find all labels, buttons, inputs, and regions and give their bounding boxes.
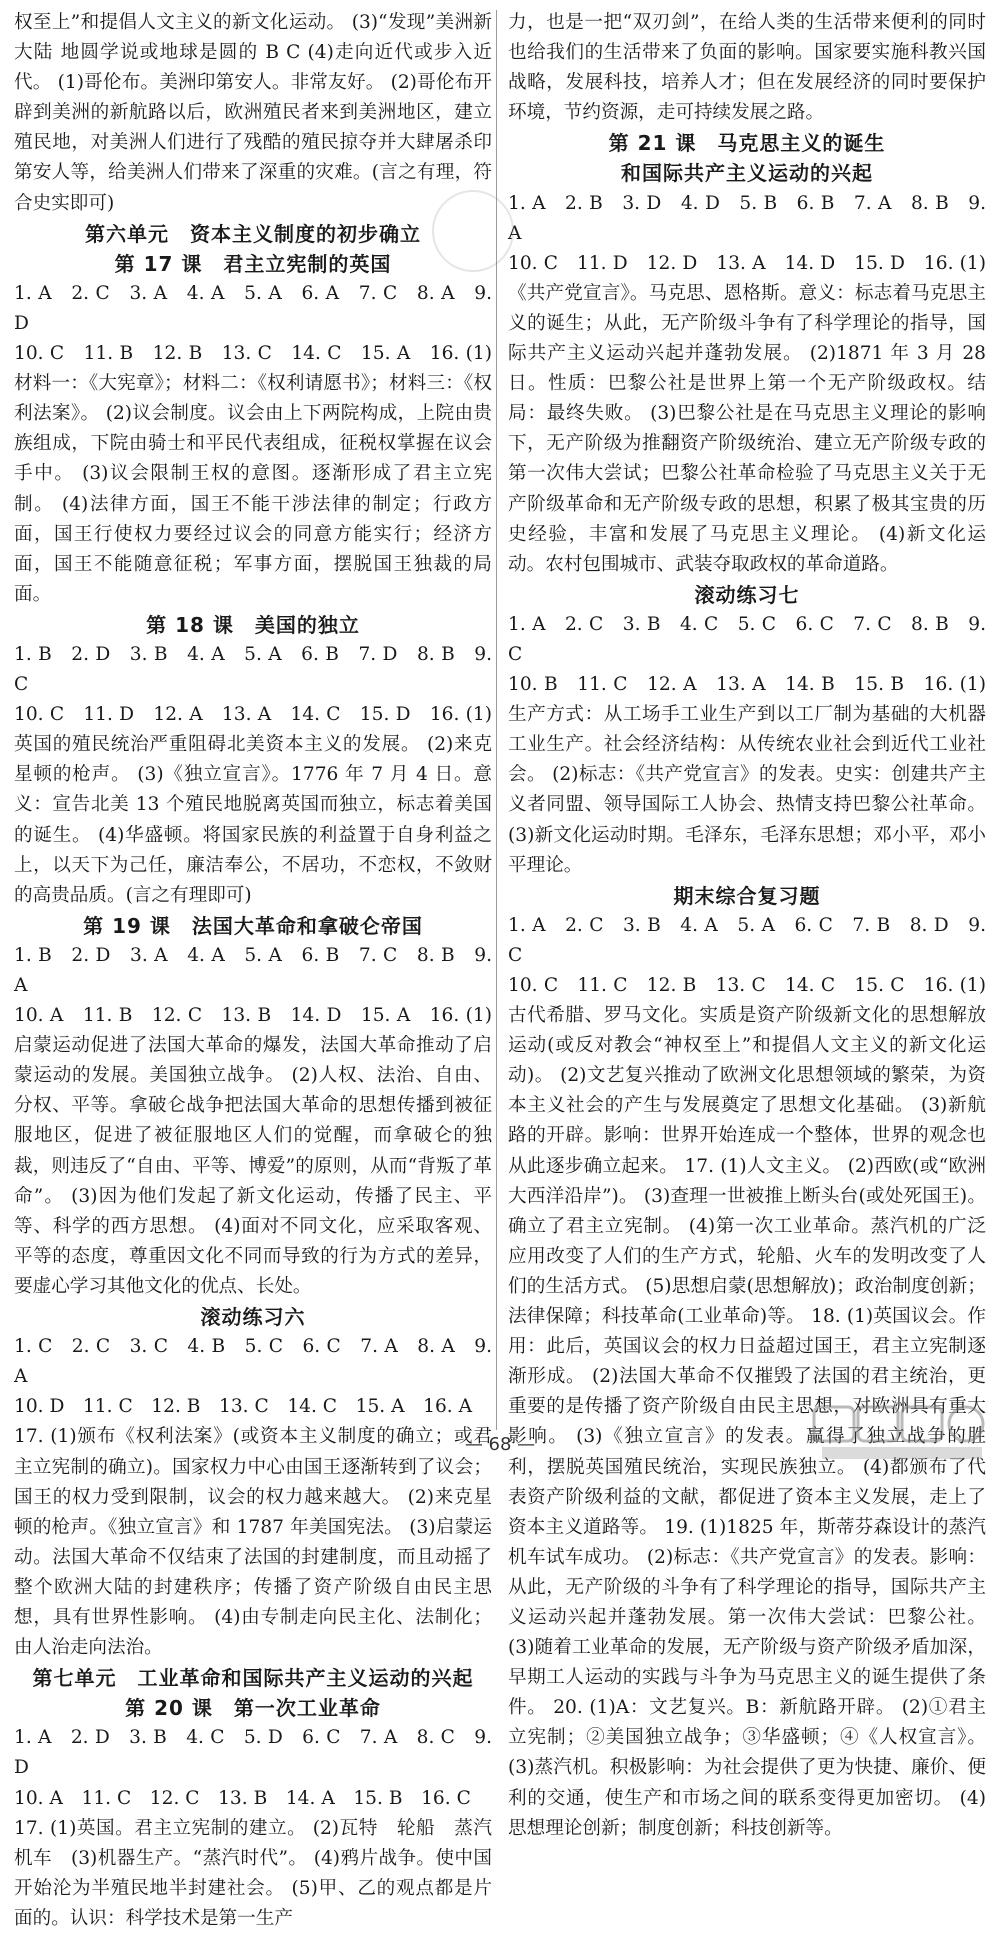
answer-paragraph: 权至上”和提倡人文主义的新文化运动。 (3)“发现”美洲新大陆 地圆学说或地球是圆的 B C (4)走向近代或步入近代。 (1)哥伦布。美洲印第安人。非常友好。 (2)哥伦布开辟到美洲的新航路以后，欧洲殖民者来到美洲地区，建立殖民地，对美洲人们进行了残酷的殖民掠夺并大肆屠杀印第安人等，给美洲人们带来了深重的灾难。(言之有理，符合史实即可) [14, 12, 492, 214]
answer-paragraph: 1. C 2. C 3. C 4. B 5. C 6. C 7. A 8. A 9. A [14, 1336, 492, 1388]
left-column [14, 8, 492, 1934]
section-heading: 第 20 课 第一次工业革命 [125, 1696, 381, 1721]
answer-paragraph: 10. A 11. B 12. C 13. B 14. D 15. A 16. (1)启蒙运动促进了法国大革命的爆发，法国大革命推动了启蒙运动的发展。美国独立战争。 (2)人权、法治、自由、分权、平等。拿破仑战争把法国大革命的思想传播到被征服地区，促进了被征服地区人们的觉醒，而拿破仑的独裁，则违反了“自由、平等、博爱”的原则，从而“背叛了革命”。 (3)因为他们发起了新文化运动，传播了民主、平等、科学的西方思想。 (4)面对不同文化，应采取客观、平等的态度，尊重因文化不同而导致的行为方式的差异，要虚心学习其他文化的优点、长处。 [14, 1005, 492, 1297]
right-column [508, 8, 986, 1844]
answer-paragraph: 1. A 2. C 3. B 4. A 5. A 6. C 7. B 8. D 9. C [508, 914, 986, 966]
answer-paragraph: 10. C 11. D 12. A 13. A 14. C 15. D 16. (1)英国的殖民统治严重阻碍北美资本主义的发展。 (2)来克星顿的枪声。 (3)《独立宣言》。1776 年 7 月 4 日。意义：宣告北美 13 个殖民地脱离英国而独立，标志着美国的诞生。 (4)华盛顿。将国家民族的利益置于自身利益之上，以天下为己任，廉洁奉公，不居功，不恋权，不敛财的高贵品质。(言之有理即可) [14, 704, 492, 906]
answer-paragraph: 1. B 2. D 3. A 4. A 5. A 6. B 7. C 8. B 9. A [14, 944, 492, 996]
answer-paragraph: 10. C 11. B 12. B 13. C 14. C 15. A 16. (1)材料一：《大宪章》；材料二：《权利请愿书》；材料三：《权利法案》。 (2)议会制度。议会由上下两院构成，上院由贵族组成，下院由骑士和平民代表组成，征税权掌握在议会手中。 (3)议会限制王权的意图。逐渐形成了君主立宪制。 (4)法律方面，国王不能干涉法律的制定；行政方面，国王行使权力要经过议会的同意方能实行；经济方面，国王不能随意征税；军事方面，摆脱国王独裁的局面。 [14, 343, 492, 605]
section-heading: 滚动练习六 [200, 1305, 306, 1330]
answer-paragraph: 力，也是一把“双刃剑”，在给人类的生活带来便利的同时也给我们的生活带来了负面的影响。国家要实施科教兴国战略，发展科技，培养人才；但在发展经济的同时要保护环境，节约资源，走可持续发展之路。 [508, 12, 986, 124]
answer-paragraph: 10. A 11. C 12. C 13. B 14. A 15. B 16. C [14, 1787, 471, 1809]
answer-paragraph: 10. C 11. C 12. B 13. C 14. C 15. C 16. (1)古代希腊、罗马文化。实质是资产阶级新文化的思想解放运动(或反对教会“神权至上”和提倡人文主义的新文化运动)。 (2)文艺复兴推动了欧洲文化思想领域的繁荣，为资本主义社会的产生与发展奠定了思想文化基础。 (3)新航路的开辟。影响：世界开始连成一个整体，世界的观念也从此逐步确立起来。 17. (1)人文主义。 (2)西欧(或“欧洲大西洋沿岸”)。 (3)查理一世被推上断头台(或处死国王)。确立了君主立宪制。 (4)第一次工业革命。蒸汽机的广泛应用改变了人们的生产方式，轮船、火车的发明改变了人们的生活方式。 (5)思想启蒙(思想解放)；政治制度创新；法律保障；科技革命(工业革命)等。 18. (1)英国议会。作用：此后，英国议会的权力日益超过国王，君主立宪制逐渐形成。 (2)法国大革命不仅摧毁了法国的君主统治，更重要的是传播了资产阶级自由民主思想，对欧洲具有重大影响。 (3)《独立宣言》的发表。赢得了独立战争的胜利，摆脱英国殖民统治，实现民族独立。 (4)都颁布了代表资产阶级利益的文献，都促进了资本主义发展，走上了资本主义道路等。 19. (1)1825 年，斯蒂芬森设计的蒸汽机车试车成功。 (2)标志：《共产党宣言》的发表。影响：从此，无产阶级的斗争有了科学理论的指导，国际共产主义运动兴起并蓬勃发展。第一次伟大尝试：巴黎公社。 (3)随着工业革命的发展，无产阶级与资产阶级矛盾加深，早期工人运动的实践与斗争为马克思主义的诞生提供了条件。 20. (1)A：文艺复兴。B：新航路开辟。 (2)①君主立宪制；②美国独立战争；③华盛顿；④《人权宣言》。 (3)蒸汽机。积极影响：为社会提供了更为快捷、廉价、便利的交通，使生产和市场之间的联系变得更加密切。 (4)思想理论创新；制度创新；科技创新等。 [508, 975, 986, 1839]
section-heading: 期末综合复习题 [673, 883, 821, 908]
section-heading: 第 18 课 美国的独立 [146, 612, 360, 637]
answer-paragraph: 10. D 11. C 12. B 13. C 14. C 15. A 16. A [14, 1396, 473, 1418]
section-heading: 和国际共产主义运动的兴起 [621, 161, 873, 186]
section-heading: 第 19 课 法国大革命和拿破仑帝国 [83, 913, 423, 938]
section-heading: 滚动练习七 [694, 582, 800, 607]
answer-paragraph: 1. A 2. D 3. B 4. C 5. D 6. C 7. A 8. C 9. D [14, 1727, 492, 1779]
section-heading: 第六单元 资本主义制度的初步确立 [85, 221, 421, 246]
section-heading: 第 17 课 君主立宪制的英国 [114, 251, 392, 276]
answer-paragraph: 17. (1)颁布《权利法案》(或资本主义制度的确立；或君主立宪制的确立)。国家权力中心由国王逐渐转到了议会；国王的权力受到限制，议会的权力越来越大。 (2)来克星顿的枪声。《独立宣言》和 1787 年美国宪法。 (3)启蒙运动。法国大革命不仅结束了法国的封建制度，而且动摇了整个欧洲大陆的封建秩序；传播了资产阶级自由民主思想，具有世界性影响。 (4)由专制走向民主化、法制化；由人治走向法治。 [14, 1426, 492, 1659]
page-number: — 68 — [464, 1434, 536, 1455]
answer-paragraph: 17. (1)英国。君主立宪制的建立。 (2)瓦特 轮船 蒸汽机车 (3)机器生产。“蒸汽时代”。 (4)鸦片战争。使中国开始沦为半殖民地半封建社会。 (5)甲、乙的观点都是片面的。认识：科学技术是第一生产 [14, 1817, 492, 1929]
answer-paragraph: 1. A 2. C 3. A 4. A 5. A 6. A 7. C 8. A 9. D [14, 282, 492, 334]
section-heading: 第七单元 工业革命和国际共产主义运动的兴起 [32, 1666, 474, 1691]
answer-paragraph: 1. A 2. C 3. B 4. C 5. C 6. C 7. C 8. B 9. C [508, 613, 986, 665]
answer-paragraph: 10. B 11. C 12. A 13. A 14. B 15. B 16. (1)生产方式：从工场手工业生产到以工厂制为基础的大机器工业生产。社会经济结构：从传统农业社会到近代工业社会。 (2)标志：《共产党宣言》的发表。史实：创建共产主义者同盟、领导国际工人协会、热情支持巴黎公社革命。 (3)新文化运动时期。毛泽东，毛泽东思想；邓小平，邓小平理论。 [508, 674, 986, 876]
answer-paragraph: 10. C 11. D 12. D 13. A 14. D 15. D 16. (1)《共产党宣言》。马克思、恩格斯。意义：标志着马克思主义的诞生；从此，无产阶级斗争有了科学理论的指导，国际共产主义运动兴起并蓬勃发展。 (2)1871 年 3 月 28 日。性质：巴黎公社是世界上第一个无产阶级政权。结局：最终失败。 (3)巴黎公社是在马克思主义理论的影响下，无产阶级为推翻资产阶级统治、建立无产阶级专政的第一次伟大尝试；巴黎公社革命检验了马克思主义关于无产阶级革命和无产阶级专政的思想，积累了极其宝贵的历史经验，丰富和发展了马克思主义理论。 (4)新文化运动。农村包围城市、武装夺取政权的革命道路。 [508, 252, 986, 575]
section-heading: 第 21 课 马克思主义的诞生 [608, 131, 886, 156]
answer-paragraph: 1. B 2. D 3. B 4. A 5. A 6. B 7. D 8. B 9. C [14, 643, 492, 696]
homework-stamp-seal [432, 190, 514, 272]
answer-paragraph: 1. A 2. B 3. D 4. D 5. B 6. B 7. A 8. B 9. A [508, 192, 986, 244]
